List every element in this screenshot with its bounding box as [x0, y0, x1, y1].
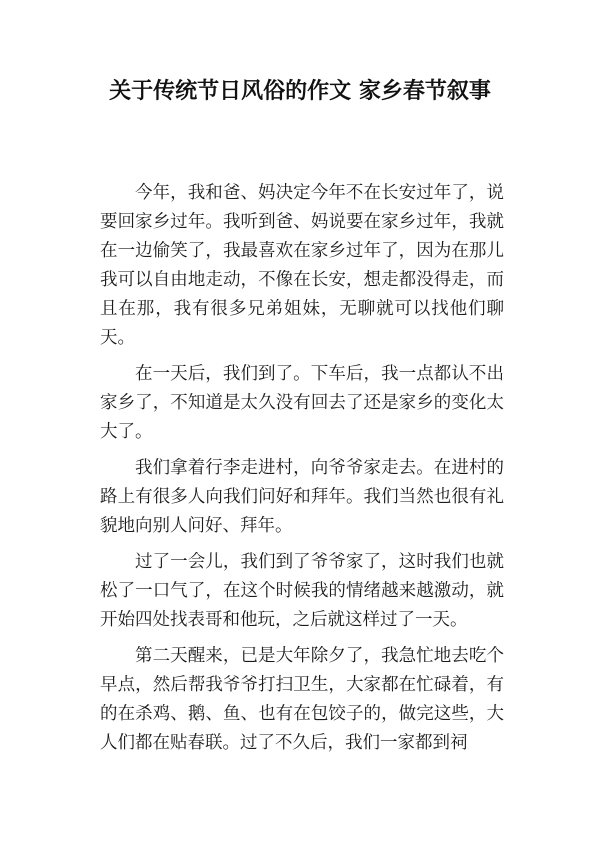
- paragraph: 第二天醒来，已是大年除夕了，我急忙地去吃个早点，然后帮我爷爷打扫卫生，大家都在忙碌着，有的在杀鸡、鹅、鱼、也有在包饺子的，做完这些，大人们都在贴春联。过了不久后，我们一家都到祠: [100, 646, 504, 753]
- document-title: 关于传统节日风俗的作文 家乡春节叙事: [109, 79, 491, 104]
- document-body: [100, 179, 504, 765]
- paragraph: 过了一会儿，我们到了爷爷家了，这时我们也就松了一口气了，在这个时候我的情绪越来越激动，就开始四处找表哥和他玩，之后就这样过了一天。: [100, 552, 504, 630]
- paragraph: 今年，我和爸、妈决定今年不在长安过年了，说要回家乡过年。我听到爸、妈说要在家乡过年，我就在一边偷笑了，我最喜欢在家乡过年了，因为在那儿我可以自由地走动，不像在长安，想走都没得走，而且在那，我有很多兄弟姐妹，无聊就可以找他们聊天。: [100, 183, 504, 348]
- paragraph: 我们拿着行李走进村，向爷爷家走去。在进村的路上有很多人向我们问好和拜年。我们当然也很有礼貌地向别人问好、拜年。: [100, 458, 504, 536]
- paragraph: 在一天后，我们到了。下车后，我一点都认不出家乡了，不知道是太久没有回去了还是家乡的变化太大了。: [100, 364, 504, 442]
